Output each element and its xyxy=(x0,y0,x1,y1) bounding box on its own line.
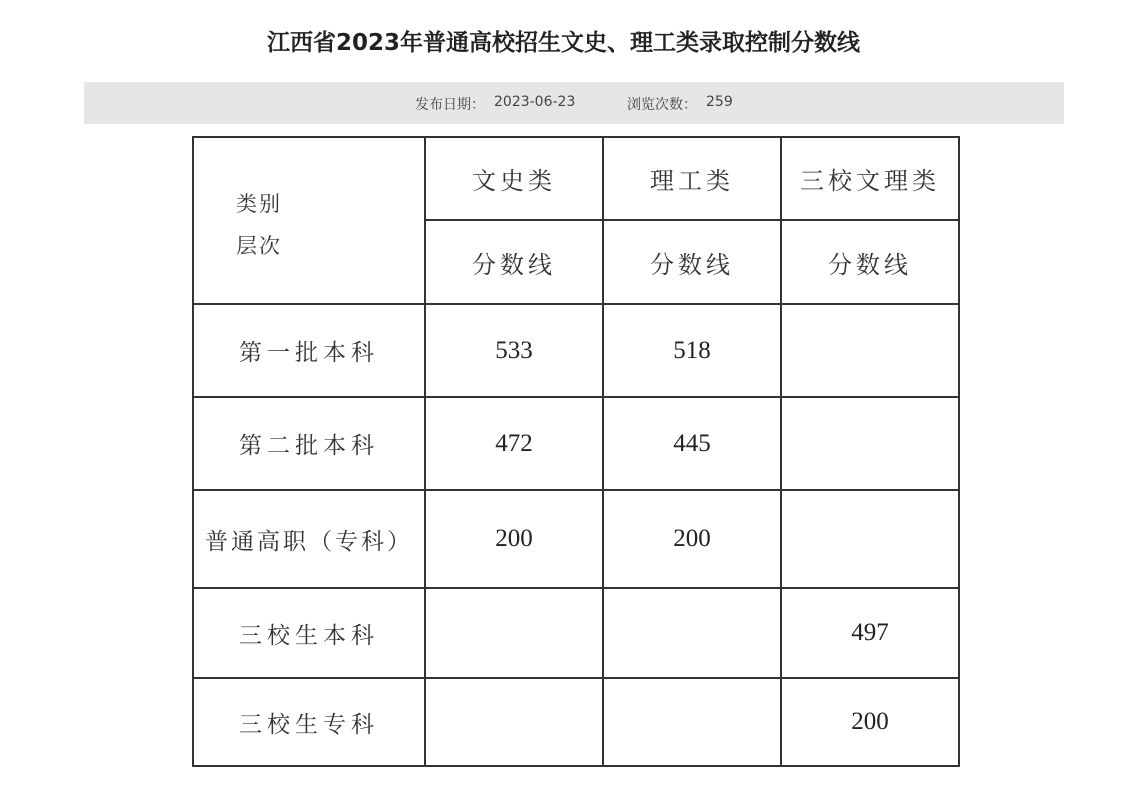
score-cell xyxy=(603,678,781,766)
row-label: 三校生本科 xyxy=(193,588,425,678)
score-cell: 200 xyxy=(781,678,959,766)
table-header-row xyxy=(193,137,959,220)
view-count-label: 浏览次数： xyxy=(627,97,697,113)
score-cell xyxy=(425,678,603,766)
row-label: 第一批本科 xyxy=(193,304,425,397)
row-label: 普通高职（专科） xyxy=(193,490,425,588)
score-cell xyxy=(603,588,781,678)
table-row xyxy=(193,304,959,397)
row-label: 第二批本科 xyxy=(193,397,425,490)
corner-cell xyxy=(193,137,425,304)
column-header-ligong: 理工类 xyxy=(603,137,781,220)
score-cell xyxy=(781,490,959,588)
score-cell: 533 xyxy=(425,304,603,397)
publish-date: 2023-06-23 xyxy=(494,94,576,110)
score-cell: 472 xyxy=(425,397,603,490)
column-subheader: 分数线 xyxy=(425,220,603,304)
view-count: 259 xyxy=(706,94,733,110)
column-header-wenshi: 文史类 xyxy=(425,137,603,220)
page-title: 江西省2023年普通高校招生文史、理工类录取控制分数线 xyxy=(266,30,860,56)
score-cell xyxy=(781,397,959,490)
table-row xyxy=(193,588,959,678)
corner-level-label: 层次 xyxy=(236,234,282,258)
score-cell: 497 xyxy=(781,588,959,678)
column-subheader: 分数线 xyxy=(603,220,781,304)
table-row xyxy=(193,678,959,766)
score-cell: 200 xyxy=(603,490,781,588)
column-subheader: 分数线 xyxy=(781,220,959,304)
score-table xyxy=(192,136,960,767)
table-row xyxy=(193,397,959,490)
corner-category-label: 类别 xyxy=(236,192,282,216)
score-cell: 518 xyxy=(603,304,781,397)
row-label: 三校生专科 xyxy=(193,678,425,766)
score-cell: 445 xyxy=(603,397,781,490)
score-cell xyxy=(425,588,603,678)
column-header-sanxiao: 三校文理类 xyxy=(781,137,959,220)
article-meta-bar xyxy=(84,82,1064,124)
table-row xyxy=(193,490,959,588)
score-cell: 200 xyxy=(425,490,603,588)
score-cell xyxy=(781,304,959,397)
publish-date-label: 发布日期： xyxy=(415,97,485,113)
